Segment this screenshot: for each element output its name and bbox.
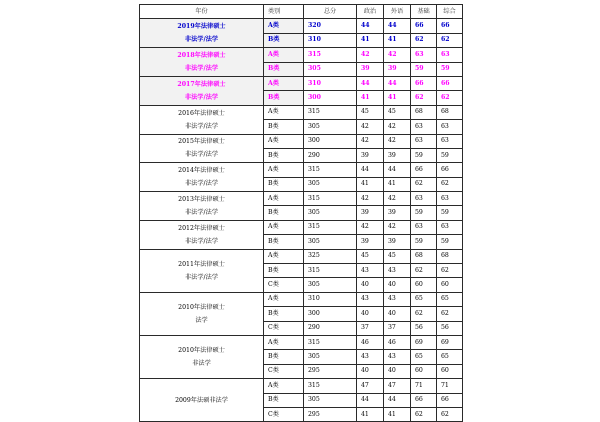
comprehensive-score-cell: 59 — [437, 62, 463, 76]
year-label-line: 2012年法律硕士 — [178, 224, 225, 232]
header-category: 类别 — [264, 5, 304, 19]
year-label-line: 2009年法硕非法学 — [175, 396, 228, 404]
basic-score-cell: 63 — [411, 120, 437, 134]
header-politics: 政治 — [357, 5, 384, 19]
table-body — [140, 19, 463, 422]
comprehensive-score-cell: 56 — [437, 321, 463, 335]
politics-score-cell: 40 — [357, 307, 384, 321]
foreign-language-score-cell: 39 — [384, 148, 411, 162]
comprehensive-score-cell: 60 — [437, 278, 463, 292]
basic-score-cell: 62 — [411, 264, 437, 278]
politics-score-cell: 44 — [357, 393, 384, 407]
table-row — [140, 19, 463, 33]
category-cell: A类 — [264, 48, 304, 62]
politics-score-cell: 37 — [357, 321, 384, 335]
politics-score-cell: 39 — [357, 206, 384, 220]
year-label-line: 非法学/法学 — [184, 93, 219, 101]
category-cell: A类 — [264, 220, 304, 234]
category-cell: A类 — [264, 379, 304, 393]
basic-score-cell: 59 — [411, 206, 437, 220]
foreign-language-score-cell: 43 — [384, 350, 411, 364]
comprehensive-score-cell: 66 — [437, 393, 463, 407]
total-score-cell: 315 — [304, 335, 357, 349]
table-row — [140, 163, 463, 177]
comprehensive-score-cell: 59 — [437, 206, 463, 220]
foreign-language-score-cell: 39 — [384, 235, 411, 249]
year-cell — [140, 76, 264, 105]
year-cell — [140, 379, 264, 422]
category-cell: C类 — [264, 407, 304, 421]
politics-score-cell: 42 — [357, 220, 384, 234]
table-row — [140, 249, 463, 263]
comprehensive-score-cell: 65 — [437, 350, 463, 364]
category-cell: B类 — [264, 148, 304, 162]
basic-score-cell: 66 — [411, 393, 437, 407]
basic-score-cell: 66 — [411, 19, 437, 33]
year-label-line: 2010年法律硕士 — [178, 347, 225, 355]
total-score-cell: 300 — [304, 91, 357, 105]
header-basic: 基础 — [411, 5, 437, 19]
basic-score-cell: 62 — [411, 33, 437, 47]
comprehensive-score-cell: 63 — [437, 220, 463, 234]
category-cell: B类 — [264, 91, 304, 105]
basic-score-cell: 63 — [411, 134, 437, 148]
foreign-language-score-cell: 42 — [384, 134, 411, 148]
table-row — [140, 105, 463, 119]
basic-score-cell: 60 — [411, 278, 437, 292]
total-score-cell: 310 — [304, 33, 357, 47]
header-total: 总分 — [304, 5, 357, 19]
year-label-line: 2019年法律硕士 — [177, 23, 226, 31]
foreign-language-score-cell: 41 — [384, 91, 411, 105]
year-label-line: 2015年法律硕士 — [178, 138, 225, 146]
category-cell: A类 — [264, 292, 304, 306]
foreign-language-score-cell: 40 — [384, 278, 411, 292]
foreign-language-score-cell: 46 — [384, 335, 411, 349]
basic-score-cell: 65 — [411, 292, 437, 306]
comprehensive-score-cell: 63 — [437, 48, 463, 62]
foreign-language-score-cell: 41 — [384, 177, 411, 191]
total-score-cell: 315 — [304, 379, 357, 393]
politics-score-cell: 45 — [357, 105, 384, 119]
year-label-line: 非法学 — [192, 360, 211, 368]
total-score-cell: 315 — [304, 264, 357, 278]
politics-score-cell: 43 — [357, 292, 384, 306]
foreign-language-score-cell: 40 — [384, 307, 411, 321]
basic-score-cell: 56 — [411, 321, 437, 335]
total-score-cell: 315 — [304, 192, 357, 206]
year-label-line: 2014年法律硕士 — [178, 167, 225, 175]
total-score-cell: 315 — [304, 105, 357, 119]
basic-score-cell: 65 — [411, 350, 437, 364]
foreign-language-score-cell: 45 — [384, 105, 411, 119]
year-label-line: 2018年法律硕士 — [177, 52, 226, 60]
category-cell: B类 — [264, 206, 304, 220]
foreign-language-score-cell: 43 — [384, 264, 411, 278]
total-score-cell: 310 — [304, 292, 357, 306]
politics-score-cell: 44 — [357, 19, 384, 33]
year-label-line: 非法学/法学 — [184, 237, 219, 245]
foreign-language-score-cell: 39 — [384, 206, 411, 220]
basic-score-cell: 63 — [411, 192, 437, 206]
foreign-language-score-cell: 41 — [384, 407, 411, 421]
foreign-language-score-cell: 43 — [384, 292, 411, 306]
category-cell: B类 — [264, 33, 304, 47]
comprehensive-score-cell: 65 — [437, 292, 463, 306]
total-score-cell: 290 — [304, 321, 357, 335]
category-cell: A类 — [264, 192, 304, 206]
category-cell: C类 — [264, 364, 304, 378]
category-cell: A类 — [264, 76, 304, 90]
basic-score-cell: 68 — [411, 105, 437, 119]
table-row — [140, 335, 463, 349]
year-cell — [140, 249, 264, 292]
politics-score-cell: 40 — [357, 278, 384, 292]
header-foreign-language: 外语 — [384, 5, 411, 19]
politics-score-cell: 41 — [357, 91, 384, 105]
year-label-line: 非法学/法学 — [184, 208, 219, 216]
politics-score-cell: 42 — [357, 120, 384, 134]
foreign-language-score-cell: 44 — [384, 76, 411, 90]
table-row — [140, 134, 463, 148]
year-cell — [140, 335, 264, 378]
year-label-line: 2010年法律硕士 — [178, 303, 225, 311]
year-cell — [140, 19, 264, 48]
category-cell: C类 — [264, 278, 304, 292]
total-score-cell: 300 — [304, 134, 357, 148]
category-cell: B类 — [264, 62, 304, 76]
year-cell — [140, 192, 264, 221]
politics-score-cell: 39 — [357, 148, 384, 162]
foreign-language-score-cell: 44 — [384, 163, 411, 177]
table-row — [140, 220, 463, 234]
year-label-line: 非法学/法学 — [184, 180, 219, 188]
basic-score-cell: 62 — [411, 407, 437, 421]
basic-score-cell: 63 — [411, 220, 437, 234]
year-label-line: 法学 — [195, 316, 208, 324]
basic-score-cell: 68 — [411, 249, 437, 263]
year-label-line: 2016年法律硕士 — [178, 109, 225, 117]
header-row — [140, 5, 463, 19]
year-cell — [140, 105, 264, 134]
comprehensive-score-cell: 66 — [437, 19, 463, 33]
basic-score-cell: 71 — [411, 379, 437, 393]
category-cell: A类 — [264, 19, 304, 33]
year-label-line: 非法学/法学 — [184, 273, 219, 281]
total-score-cell: 305 — [304, 393, 357, 407]
comprehensive-score-cell: 62 — [437, 307, 463, 321]
politics-score-cell: 39 — [357, 235, 384, 249]
basic-score-cell: 69 — [411, 335, 437, 349]
politics-score-cell: 39 — [357, 62, 384, 76]
total-score-cell: 300 — [304, 307, 357, 321]
year-cell — [140, 48, 264, 77]
politics-score-cell: 43 — [357, 264, 384, 278]
total-score-cell: 305 — [304, 177, 357, 191]
basic-score-cell: 63 — [411, 48, 437, 62]
year-cell — [140, 220, 264, 249]
category-cell: C类 — [264, 321, 304, 335]
total-score-cell: 315 — [304, 163, 357, 177]
year-label-line: 非法学/法学 — [184, 65, 219, 73]
foreign-language-score-cell: 44 — [384, 19, 411, 33]
foreign-language-score-cell: 40 — [384, 364, 411, 378]
category-cell: A类 — [264, 105, 304, 119]
politics-score-cell: 40 — [357, 364, 384, 378]
politics-score-cell: 44 — [357, 163, 384, 177]
politics-score-cell: 42 — [357, 192, 384, 206]
foreign-language-score-cell: 42 — [384, 120, 411, 134]
table-row — [140, 76, 463, 90]
year-cell — [140, 134, 264, 163]
comprehensive-score-cell: 71 — [437, 379, 463, 393]
comprehensive-score-cell: 66 — [437, 163, 463, 177]
comprehensive-score-cell: 62 — [437, 91, 463, 105]
basic-score-cell: 66 — [411, 163, 437, 177]
comprehensive-score-cell: 62 — [437, 177, 463, 191]
total-score-cell: 305 — [304, 120, 357, 134]
total-score-cell: 305 — [304, 62, 357, 76]
category-cell: B类 — [264, 120, 304, 134]
politics-score-cell: 44 — [357, 76, 384, 90]
category-cell: B类 — [264, 264, 304, 278]
category-cell: A类 — [264, 163, 304, 177]
basic-score-cell: 62 — [411, 307, 437, 321]
comprehensive-score-cell: 68 — [437, 249, 463, 263]
foreign-language-score-cell: 42 — [384, 192, 411, 206]
table-row — [140, 192, 463, 206]
politics-score-cell: 41 — [357, 177, 384, 191]
foreign-language-score-cell: 37 — [384, 321, 411, 335]
foreign-language-score-cell: 41 — [384, 33, 411, 47]
category-cell: A类 — [264, 249, 304, 263]
category-cell: A类 — [264, 335, 304, 349]
basic-score-cell: 66 — [411, 76, 437, 90]
header-year: 年份 — [140, 5, 264, 19]
total-score-cell: 325 — [304, 249, 357, 263]
basic-score-cell: 59 — [411, 62, 437, 76]
comprehensive-score-cell: 62 — [437, 33, 463, 47]
comprehensive-score-cell: 63 — [437, 192, 463, 206]
foreign-language-score-cell: 45 — [384, 249, 411, 263]
foreign-language-score-cell: 42 — [384, 48, 411, 62]
politics-score-cell: 42 — [357, 48, 384, 62]
politics-score-cell: 47 — [357, 379, 384, 393]
basic-score-cell: 59 — [411, 148, 437, 162]
comprehensive-score-cell: 63 — [437, 134, 463, 148]
table-row — [140, 292, 463, 306]
year-label-line: 非法学/法学 — [184, 122, 219, 130]
comprehensive-score-cell: 63 — [437, 120, 463, 134]
foreign-language-score-cell: 47 — [384, 379, 411, 393]
basic-score-cell: 60 — [411, 364, 437, 378]
total-score-cell: 290 — [304, 148, 357, 162]
category-cell: B类 — [264, 393, 304, 407]
comprehensive-score-cell: 66 — [437, 76, 463, 90]
category-cell: B类 — [264, 307, 304, 321]
year-label-line: 非法学/法学 — [184, 151, 219, 159]
foreign-language-score-cell: 42 — [384, 220, 411, 234]
category-cell: B类 — [264, 350, 304, 364]
category-cell: B类 — [264, 235, 304, 249]
table-row — [140, 379, 463, 393]
total-score-cell: 295 — [304, 407, 357, 421]
politics-score-cell: 46 — [357, 335, 384, 349]
total-score-cell: 295 — [304, 364, 357, 378]
total-score-cell: 315 — [304, 220, 357, 234]
comprehensive-score-cell: 60 — [437, 364, 463, 378]
foreign-language-score-cell: 39 — [384, 62, 411, 76]
comprehensive-score-cell: 62 — [437, 407, 463, 421]
category-cell: A类 — [264, 134, 304, 148]
total-score-cell: 305 — [304, 278, 357, 292]
table-row — [140, 48, 463, 62]
year-cell — [140, 292, 264, 335]
total-score-cell: 305 — [304, 350, 357, 364]
basic-score-cell: 62 — [411, 177, 437, 191]
year-cell — [140, 163, 264, 192]
politics-score-cell: 41 — [357, 33, 384, 47]
comprehensive-score-cell: 59 — [437, 148, 463, 162]
foreign-language-score-cell: 44 — [384, 393, 411, 407]
total-score-cell: 315 — [304, 48, 357, 62]
year-label-line: 2013年法律硕士 — [178, 195, 225, 203]
basic-score-cell: 59 — [411, 235, 437, 249]
comprehensive-score-cell: 69 — [437, 335, 463, 349]
politics-score-cell: 41 — [357, 407, 384, 421]
comprehensive-score-cell: 62 — [437, 264, 463, 278]
year-label-line: 2017年法律硕士 — [177, 80, 226, 88]
politics-score-cell: 43 — [357, 350, 384, 364]
comprehensive-score-cell: 68 — [437, 105, 463, 119]
comprehensive-score-cell: 59 — [437, 235, 463, 249]
politics-score-cell: 45 — [357, 249, 384, 263]
total-score-cell: 305 — [304, 206, 357, 220]
header-comprehensive: 综合 — [437, 5, 463, 19]
politics-score-cell: 42 — [357, 134, 384, 148]
category-cell: B类 — [264, 177, 304, 191]
total-score-cell: 320 — [304, 19, 357, 33]
score-line-table — [139, 4, 463, 422]
year-label-line: 2011年法律硕士 — [178, 260, 225, 268]
year-label-line: 非法学/法学 — [184, 36, 219, 44]
basic-score-cell: 62 — [411, 91, 437, 105]
total-score-cell: 305 — [304, 235, 357, 249]
total-score-cell: 310 — [304, 76, 357, 90]
